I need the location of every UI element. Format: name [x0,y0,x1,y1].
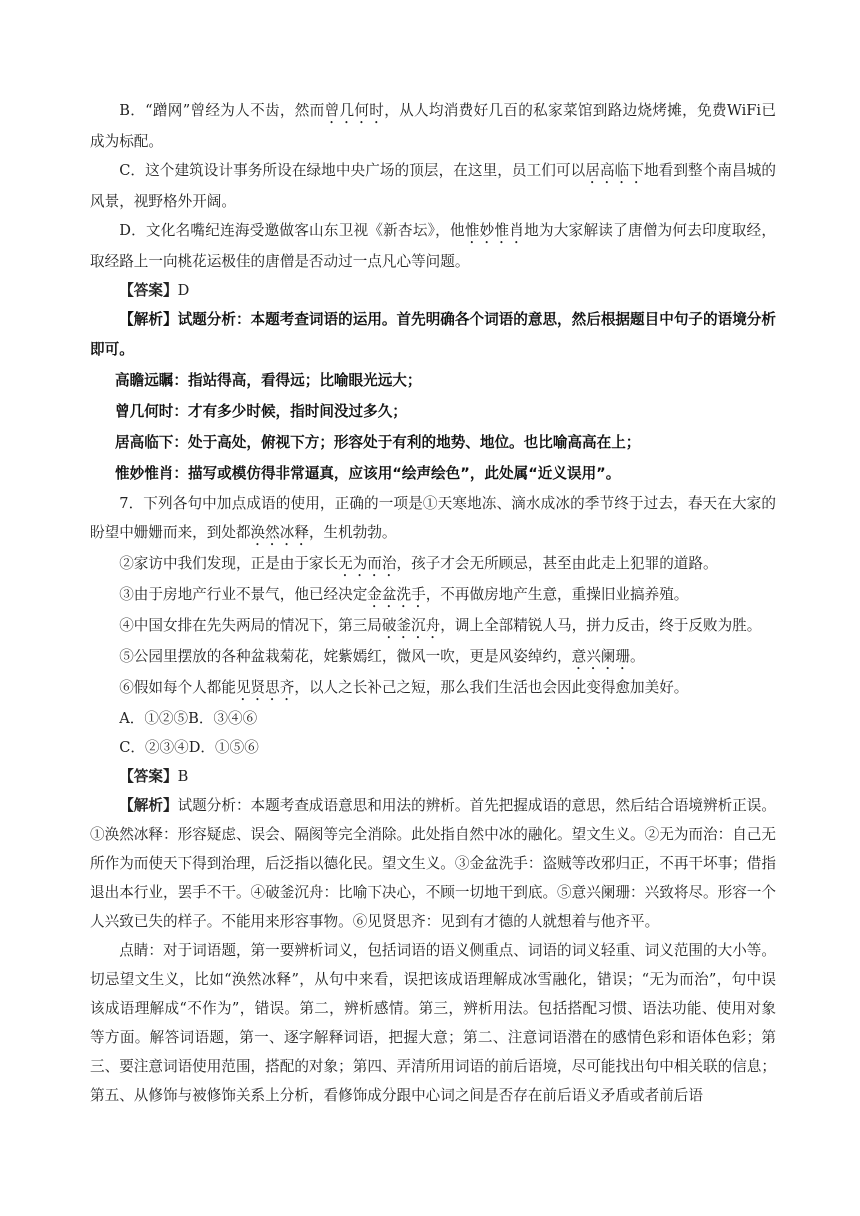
definition-line: 惟妙惟肖：描写或模仿得非常逼真，应该用“绘声绘色”，此处属“近义误用”。 [115,465,621,482]
sentence-6: ⑥假如每个人都能见贤思齐，以人之长补己之短，那么我们生活也会因此变得愈加美好。 [119,679,689,696]
emphasized-phrase: 意兴阑珊 [571,648,630,665]
sentence-2: ②家访中我们发现，正是由于家长无为而治，孩子才会无所顾忌，甚至由此走上犯罪的道路。 [119,555,718,572]
emphasized-phrase: 见贤思齐 [235,679,295,696]
answer-label: 【答案】 [119,282,178,299]
question-7-stem: 7．下列各句中加点成语的使用，正确的一项是①天寒地冻、滴水成冰的季节终于过去，春天在大家的盼望中姗姗而来，到处都涣然冰释，生机勃勃。 [90,495,776,541]
emphasized-phrase: 涣然冰释 [250,524,309,541]
sentence-3: ③由于房地产行业不景气，他已经决定金盆洗手，不再做房地产生意，重操旧业搞养殖。 [119,586,689,603]
emphasized-phrase: 无为而治 [338,555,397,572]
sentence-4: ④中国女排在先失两局的情况下，第三局破釜沉舟，调上全部精锐人马，拼力反击，终于反败为胜。 [119,617,762,634]
definition-line: 曾几何时：才有多少时候，指时间没过多久； [115,403,407,420]
emphasized-phrase: 居高临下 [585,162,644,179]
answer-value: B [177,768,189,785]
analysis-label: 【解析】 [119,311,178,328]
analysis-paragraph: 【解析】试题分析：本题考查成语意思和用法的辨析。首先把握成语的意思，然后结合语境辨析正误。①涣然冰释：形容疑虑、误会、隔阂等完全消除。此处指自然中冰的融化。望文生义。②无为而治：自己无所作为而使天下得到治理，后泛指以德化民。望文生义。③金盆洗手：盗贼等改邪归正，不再干坏事；借指退出本行业，罢手不干。④破釜沉舟：比喻下决心，不顾一切地干到底。⑤意兴阑珊：兴致将尽。形容一个人兴致已失的样子。不能用来形容事物。⑥见贤思齐：见到有才德的人就想着与他齐平。 [90,797,776,930]
tips-paragraph: 点睛：对于词语题，第一要辨析词义，包括词语的语义侧重点、词语的词义轻重、词义范围的大小等。切忌望文生义，比如“涣然冰释”，从句中来看，误把该成语理解成冰雪融化，错误；“无为而治”，句中误该成语理解成“不作为”，错误。第二，辨析感情。第三，辨析用法。包括搭配习惯、语法功能、使用对象等方面。解答词语题，第一、逐字解释词语，把握大意；第二、注意词语潜在的感情色彩和语体色彩；第三、要注意词语使用范围，搭配的对象；第四、弄清所用词语的前后语境，尽可能找出句中相关联的信息；第五、从修饰与被修饰关系上分析，看修饰成分跟中心词之间是否存在前后语义矛盾或者前后语 [90,942,776,1104]
answer-value: D [177,282,190,299]
emphasized-phrase: 破釜沉舟 [381,617,441,634]
analysis-paragraph: 【解析】试题分析：本题考查词语的运用。首先明确各个词语的意思，然后根据题目中句子的语境分析即可。 [90,311,776,358]
option-d: D．文化名嘴纪连海受邀做客山东卫视《新杏坛》，他惟妙惟肖地为大家解读了唐僧为何去印度取经，取经路上一向桃花运极佳的唐僧是否动过一点凡心等问题。 [90,222,776,270]
sentence-5: ⑤公园里摆放的各种盆栽菊花，姹紫嫣红，微风一吹，更是风姿绰约，意兴阑珊。 [119,648,645,665]
option-b: B．“蹭网”曾经为人不齿，然而曾几何时，从人均消费好几百的私家菜馆到路边烧烤摊，免费WiFi已成为标配。 [90,102,776,150]
analysis-label: 【解析】 [119,797,178,814]
emphasized-phrase: 曾几何时 [324,102,385,119]
option-c: C．这个建筑设计事务所设在绿地中央广场的顶层，在这里，员工们可以居高临下地看到整个南昌城的风景，视野格外开阔。 [90,162,776,210]
emphasized-phrase: 惟妙惟肖 [464,222,525,239]
answer-label: 【答案】 [119,768,178,785]
definition-line: 居高临下：处于高处，俯视下方；形容处于有利的地势、地位。也比喻高高在上； [115,434,641,451]
options-c-d: C．②③④D．①⑤⑥ [119,739,259,756]
options-a-b: A．①②⑤B．③④⑥ [119,710,258,727]
answer-line [90,762,776,791]
answer-line [90,276,776,305]
emphasized-phrase: 金盆洗手 [367,586,426,603]
definition-line: 高瞻远瞩：指站得高，看得远；比喻眼光远大； [115,372,422,389]
